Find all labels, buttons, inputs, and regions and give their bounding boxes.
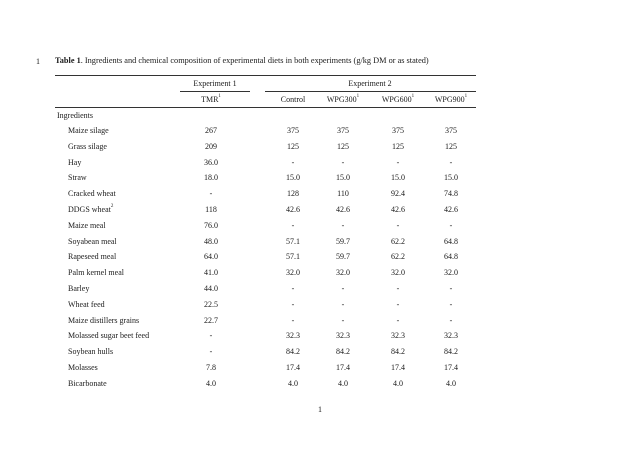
table-cell: -	[291, 220, 295, 230]
header-rule	[55, 107, 476, 108]
table-cell: 76.0	[204, 220, 218, 230]
ingredient-name-text: Cracked wheat	[68, 189, 116, 199]
table-cell: 32.0	[336, 268, 350, 278]
table-cell: 62.2	[391, 252, 405, 262]
ingredient-name	[68, 237, 117, 246]
ingredient-name-text: Bicarbonate	[68, 378, 107, 388]
table-cell: 4.0	[206, 378, 216, 388]
table-cell: 84.2	[391, 347, 405, 357]
table-cell: -	[291, 315, 295, 325]
table-cell: 64.8	[444, 236, 458, 246]
table-cell: 32.3	[444, 331, 458, 341]
table-cell: 15.0	[391, 173, 405, 183]
column-header	[267, 95, 319, 104]
ingredient-name-text: Straw	[68, 173, 87, 183]
table-cell: 32.3	[391, 331, 405, 341]
table-cell: 32.3	[286, 331, 300, 341]
table-cell: 64.0	[204, 252, 218, 262]
column-header-label: WPG600	[381, 95, 412, 104]
table-cell: -	[396, 284, 400, 293]
table-cell: 4.0	[338, 378, 348, 388]
table-cell: 32.0	[391, 268, 405, 278]
column-header-footnote: 1	[356, 94, 360, 99]
table-cell: 64.8	[444, 252, 458, 262]
table-cell: 4.0	[446, 378, 456, 388]
column-header	[425, 95, 477, 104]
page-number: 1	[318, 405, 322, 414]
table-cell: 7.8	[206, 363, 216, 372]
table-cell: 32.3	[336, 331, 350, 341]
table-cell: -	[449, 315, 453, 325]
ingredient-name	[68, 363, 98, 372]
table-cell: -	[341, 157, 345, 167]
table-cell: 84.2	[444, 347, 458, 357]
table-cell: 92.4	[391, 189, 405, 199]
column-header-footnote: 1	[411, 94, 415, 99]
table-cell: 57.1	[286, 236, 300, 246]
table-cell: 42.6	[444, 205, 458, 214]
ingredient-name	[68, 284, 89, 293]
ingredient-name-text: Grass silage	[68, 141, 107, 151]
column-header	[372, 95, 424, 104]
table-cell: 4.0	[288, 378, 298, 388]
column-header-label: WPG900	[434, 95, 465, 104]
column-header	[317, 95, 369, 104]
table-cell: 375	[445, 126, 457, 135]
table-cell: -	[291, 284, 295, 293]
table-cell: -	[209, 189, 213, 199]
ingredient-name	[68, 300, 105, 309]
ingredient-name-text: Soybean hulls	[68, 347, 114, 357]
ingredient-name	[68, 347, 113, 356]
table-cell: -	[449, 220, 453, 230]
table-cell: 110	[337, 189, 349, 199]
group-rule-experiment-2	[265, 91, 476, 92]
ingredient-name-text: DDGS wheat	[68, 205, 111, 214]
table-cell: -	[209, 331, 213, 341]
table-cell: 125	[337, 141, 349, 151]
column-header	[185, 95, 237, 104]
table-caption	[55, 56, 429, 65]
table-cell: 59.7	[336, 236, 350, 246]
ingredient-name	[68, 316, 139, 325]
table-cell: 375	[392, 126, 404, 135]
table-cell: 44.0	[204, 284, 218, 293]
table-cell: 15.0	[336, 173, 350, 183]
line-number: 1	[36, 57, 40, 66]
table-cell: 15.0	[286, 173, 300, 183]
table-cell: 42.6	[391, 205, 405, 214]
table-cell: 17.4	[391, 363, 405, 372]
column-header-label: WPG300	[326, 95, 357, 104]
section-label-ingredients: Ingredients	[57, 111, 93, 120]
table-cell: 4.0	[393, 378, 403, 388]
table-cell: -	[449, 284, 453, 293]
ingredient-name-text: Rapeseed meal	[68, 252, 117, 262]
table-cell: 17.4	[444, 363, 458, 372]
table-cell: 48.0	[204, 236, 218, 246]
ingredient-name	[68, 158, 81, 167]
table-cell: -	[396, 220, 400, 230]
group-header-experiment-2: Experiment 2	[348, 79, 392, 88]
ingredient-name-text: Hay	[68, 157, 82, 167]
table-cell: 59.7	[336, 252, 350, 262]
table-cell: 128	[287, 189, 299, 199]
table-cell: 125	[392, 141, 404, 151]
ingredient-name-text: Wheat feed	[68, 299, 105, 309]
group-rule-experiment-1	[180, 91, 250, 92]
table-cell: 22.7	[204, 315, 218, 325]
table-cell: 57.1	[286, 252, 300, 262]
ingredient-name-text: Barley	[68, 284, 90, 293]
ingredient-name-text: Maize silage	[68, 126, 109, 135]
table-caption-text: . Ingredients and chemical composition of experimental diets in both experiments (g/kg DM or as stated)	[80, 56, 429, 65]
table-cell: 84.2	[286, 347, 300, 357]
table-cell: 118	[205, 205, 217, 214]
table-cell: 125	[287, 141, 299, 151]
ingredient-name-text: Maize distillers grains	[68, 315, 140, 325]
group-header-experiment-1: Experiment 1	[193, 79, 237, 88]
table-cell: 22.5	[204, 299, 218, 309]
ingredient-name-text: Palm kernel meal	[68, 268, 124, 278]
ingredient-name	[68, 126, 109, 135]
ingredient-name	[68, 379, 107, 388]
top-rule	[55, 75, 476, 76]
table-cell: -	[209, 347, 213, 357]
column-header-label: TMR	[201, 95, 219, 104]
table-cell: -	[341, 299, 345, 309]
table-cell: 42.6	[286, 205, 300, 214]
table-cell: 375	[287, 126, 299, 135]
ingredient-name	[68, 189, 116, 198]
ingredient-name-text: Soyabean meal	[68, 236, 117, 246]
table-cell: -	[449, 299, 453, 309]
ingredient-name-text: Maize meal	[68, 220, 106, 230]
table-cell: 62.2	[391, 236, 405, 246]
table-cell: 375	[337, 126, 349, 135]
ingredient-name	[68, 142, 107, 151]
table-cell: -	[341, 220, 345, 230]
table-cell: 18.0	[204, 173, 218, 183]
table-cell: -	[396, 315, 400, 325]
table-cell: -	[341, 284, 345, 293]
table-cell: -	[396, 157, 400, 167]
table-cell: 17.4	[286, 363, 300, 372]
table-cell: 41.0	[204, 268, 218, 278]
table-cell: 125	[445, 141, 457, 151]
table-cell: 84.2	[336, 347, 350, 357]
ingredient-name	[68, 221, 106, 230]
ingredient-name	[68, 268, 124, 277]
table-cell: -	[291, 157, 295, 167]
table-cell: 74.8	[444, 189, 458, 199]
ingredient-name-text: Molassed sugar beet feed	[68, 331, 150, 341]
table-cell: 32.0	[286, 268, 300, 278]
table-cell: -	[396, 299, 400, 309]
column-header-label: Control	[280, 95, 306, 104]
ingredient-name	[68, 205, 113, 214]
table-cell: -	[341, 315, 345, 325]
table-label: Table 1	[55, 56, 81, 65]
ingredient-name	[68, 173, 87, 182]
ingredient-name	[68, 252, 116, 261]
table-cell: 32.0	[444, 268, 458, 278]
table-cell: -	[291, 299, 295, 309]
table-cell: 209	[205, 141, 217, 151]
ingredient-name	[68, 331, 149, 340]
ingredient-name-text: Molasses	[68, 363, 98, 372]
ingredient-footnote: 2	[110, 204, 114, 209]
table-cell: 42.6	[336, 205, 350, 214]
table-cell: 17.4	[336, 363, 350, 372]
column-header-footnote: 1	[464, 94, 468, 99]
table-cell: -	[449, 157, 453, 167]
table-cell: 36.0	[204, 157, 218, 167]
table-cell: 267	[205, 126, 217, 135]
table-cell: 15.0	[444, 173, 458, 183]
column-header-footnote: 1	[218, 94, 221, 99]
